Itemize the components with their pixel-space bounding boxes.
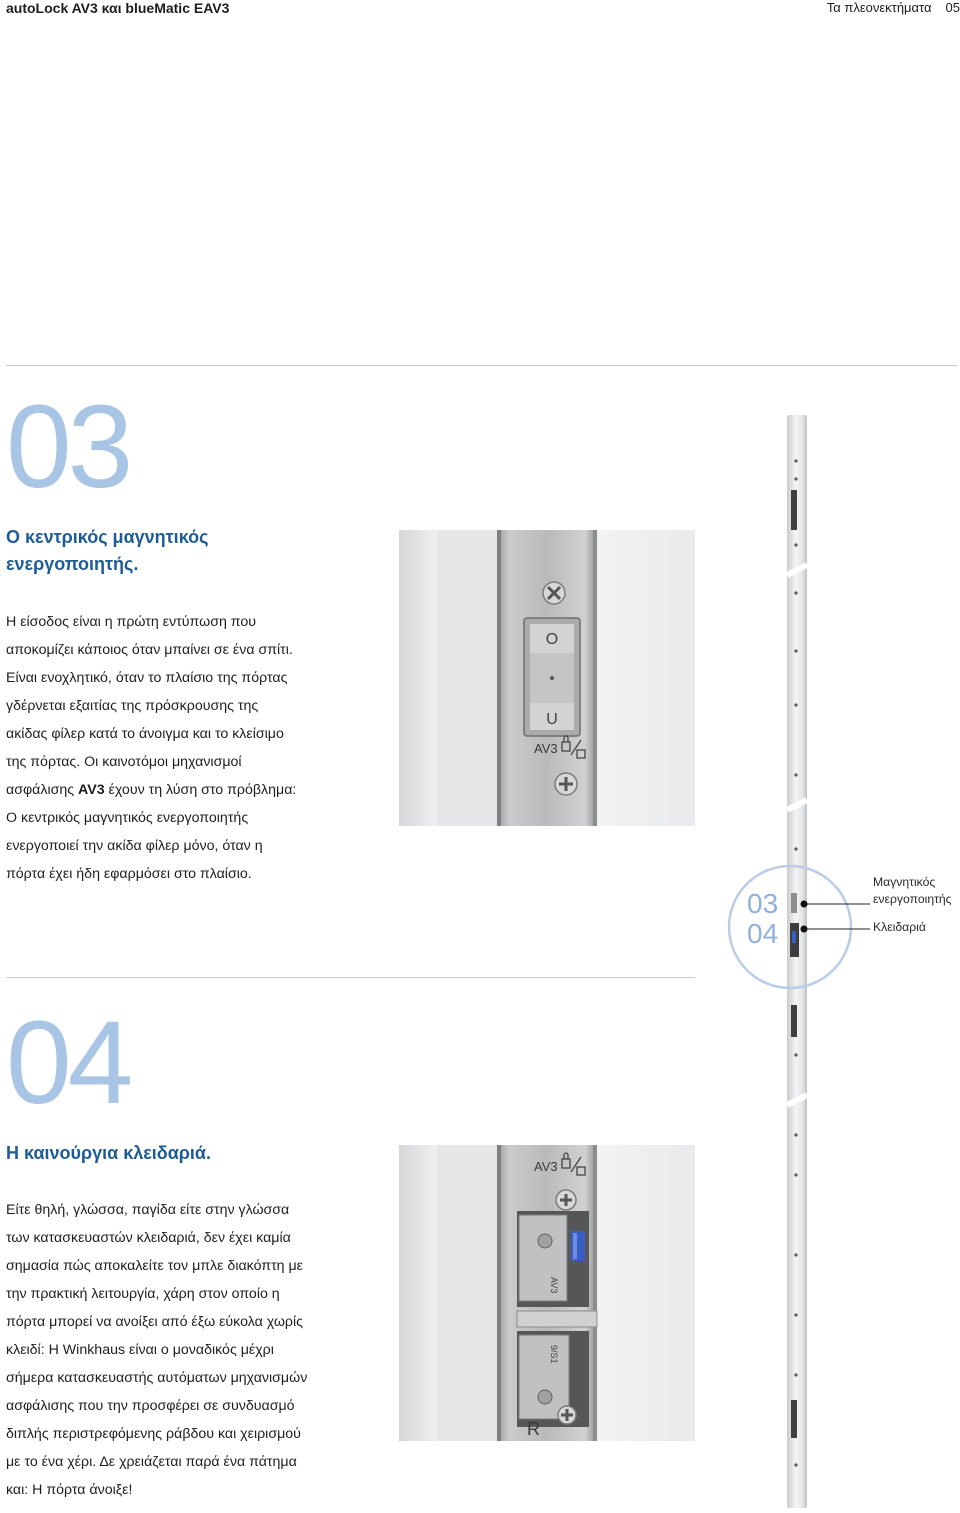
section-number-04: 04 [6,997,130,1129]
body-line: των κατασκευαστών κλειδαριά, δεν έχει καμία [6,1230,291,1246]
section-heading-04: Η καινούργια κλειδαριά. [6,1143,211,1163]
section-body-03 [6,608,334,888]
body-line: ακίδας φίλερ κατά το άνοιγμα και το κλείσιμο [6,726,284,742]
body-line: της πόρτας. Οι καινοτόμοι μηχανισμοί [6,754,242,770]
page-number: 05 [945,0,960,15]
body-line: πόρτα έχει ήδη εφαρμόσει στο πλαίσιο. [6,866,252,882]
label-lock: Κλειδαριά [873,920,926,934]
lock-photo [399,1145,695,1441]
label-magnetic-activator [873,874,952,908]
lock-illustration [399,1145,695,1441]
label-line: ενεργοποιητής [873,892,952,906]
body-line: κλειδί: Η Winkhaus είναι ο μοναδικός μέχρι [6,1342,274,1358]
body-line: αποκομίζει κάποιος όταν μπαίνει σε ένα σπίτι. [6,642,293,658]
section-number-03: 03 [6,381,130,513]
9s1-chip: 9/S1 [549,1345,559,1364]
leader-dot [801,926,808,933]
document-title: autoLock AV3 και blueMatic EAV3 [6,0,230,16]
heading-line: ενεργοποιητής. [6,554,139,574]
label-line: Μαγνητικός [873,875,936,889]
body-line: Η είσοδος είναι η πρώτη εντύπωση που [6,614,257,630]
body-line: την πρακτική λειτουργία, χάρη στον οποίο η [6,1286,280,1302]
section-heading-03 [6,524,336,578]
body-line: ενεργοποιεί την ακίδα φίλερ μόνο, όταν η [6,838,263,854]
r-letter: R [527,1419,540,1439]
body-line: Είναι ενοχλητικό, όταν το πλαίσιο της πόρτας [6,670,288,686]
body-line: πόρτα μπορεί να ανοίξει από έξω εύκολα χωρίς [6,1314,303,1330]
section-header [827,0,960,15]
callout-number-04: 04 [747,918,779,949]
body-line: Ο κεντρικός μαγνητικός ενεργοποιητής [6,810,249,826]
av3-chip: AV3 [549,1277,559,1294]
u-letter: U [546,711,558,728]
leader-dot [801,901,808,908]
body-line: σήμερα κατασκευαστής αυτόματων μηχανισμών [6,1370,308,1386]
callout-number-03: 03 [747,888,779,919]
section-body-04 [6,1196,334,1504]
body-line: γδέρνεται εξαιτίας της πρόσκρουσης της [6,698,259,714]
av3-mark: AV3 [534,741,558,756]
o-letter: O [545,631,559,648]
body-line: ασφάλισης AV3 έχουν τη λύση στο πρόβλημα: [6,782,297,798]
divider [6,365,957,366]
section-title: Τα πλεονεκτήματα [826,0,932,15]
body-line: Είτε θηλή, γλώσσα, παγίδα είτε στην γλώσσα [6,1202,290,1218]
divider [6,977,695,978]
body-line: σημασία πώς αποκαλείτε τον μπλε διακόπτη με [6,1258,304,1274]
heading-line: Ο κεντρικός μαγνητικός [6,527,209,547]
body-line: ασφάλισης που την προσφέρει σε συνδυασμό [6,1398,295,1414]
body-line: με το ένα χέρι. Δε χρειάζεται παρά ένα πάτημα [6,1454,297,1470]
av3-mark: AV3 [534,1159,558,1174]
body-line: και: Η πόρτα άνοιξε! [6,1482,133,1498]
magnetic-activator-photo [399,530,695,826]
magnetic-activator-illustration [399,530,695,826]
body-line: διπλής περιστρεφόμενης ράβδου και χειρισμού [6,1426,301,1442]
product-name: AV3 [78,782,105,798]
